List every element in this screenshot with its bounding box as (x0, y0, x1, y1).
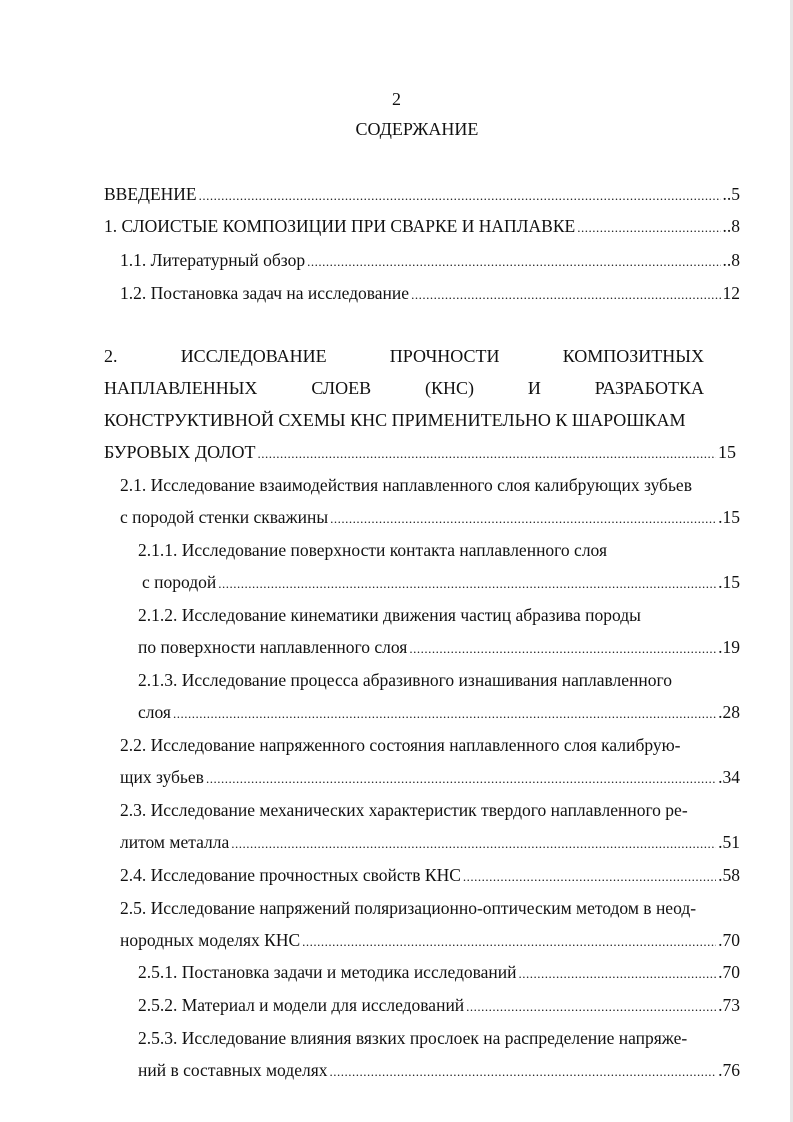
toc-entry-chapter-2-line-1[interactable] (104, 345, 704, 367)
toc-entry-2-1-2-line-1[interactable]: 2.1.2. Исследование кинематики движения частиц абразива породы (138, 605, 641, 625)
toc-entry-2-1-3-line-1[interactable]: 2.1.3. Исследование процесса абразивного изнашивания наплавленного (138, 670, 673, 690)
word: 2. (104, 346, 118, 366)
toc-entry-title: с породой стенки скважины (120, 507, 329, 527)
page-number: 2 (392, 89, 401, 109)
toc-leader (411, 284, 720, 306)
toc-page-number: .70 (718, 930, 740, 950)
toc-entry-2-5-line-1[interactable]: 2.5. Исследование напряжений поляризационно-оптическим методом в неод- (120, 898, 697, 918)
toc-page-number: .70 (718, 962, 740, 982)
word: НАПЛАВЛЕННЫХ (104, 378, 258, 398)
toc-page-number: .73 (718, 995, 740, 1015)
word: СЛОЕВ (311, 378, 372, 398)
toc-entry-title: нородных моделях КНС (120, 930, 301, 950)
toc-page-number: .76 (718, 1060, 740, 1080)
toc-page-number: .15 (718, 572, 740, 592)
word: И (527, 378, 541, 398)
toc-leader (409, 638, 716, 660)
toc-leader (463, 866, 716, 888)
toc-entry-2-1-line-1[interactable]: 2.1. Исследование взаимодействия наплавленного слоя калибрующих зубьев (120, 475, 692, 495)
toc-entry-title: щих зубьев (120, 767, 204, 787)
toc-leader (173, 703, 716, 725)
toc-entry-chapter-2-line-3[interactable]: КОНСТРУКТИВНОЙ СХЕМЫ КНС ПРИМЕНИТЕЛЬНО К ШАРОШКАМ (104, 410, 686, 430)
toc-page-number: ..8 (722, 216, 740, 236)
page-title: СОДЕРЖАНИЕ (355, 119, 479, 139)
toc-entry-title: слоя (138, 702, 171, 722)
toc-entry-title: 1. СЛОИСТЫЕ КОМПОЗИЦИИ ПРИ СВАРКЕ И НАПЛАВКЕ (104, 216, 576, 236)
toc-leader (302, 931, 716, 953)
toc-entry-2-1-1-line-2[interactable] (142, 571, 740, 595)
toc-leader (466, 996, 716, 1018)
toc-entry-2-2-line-1[interactable]: 2.2. Исследование напряженного состояния наплавленного слоя калибрую- (120, 735, 681, 755)
toc-entry-title: БУРОВЫХ ДОЛОТ (104, 442, 256, 462)
toc-entry-2-1-line-2[interactable] (120, 506, 740, 530)
toc-entry-2-5-line-2[interactable] (120, 929, 740, 953)
toc-leader (257, 443, 716, 465)
toc-page-number: 12 (722, 283, 740, 303)
toc-entry-intro[interactable] (104, 183, 740, 207)
toc-entry-title: 2.4. Исследование прочностных свойств КНС (120, 865, 461, 885)
toc-leader (577, 217, 720, 239)
toc-leader (330, 508, 716, 530)
toc-entry-2-4[interactable] (120, 864, 740, 888)
toc-entry-2-3-line-1[interactable]: 2.3. Исследование механических характеристик твердого наплавленного ре- (120, 800, 688, 820)
toc-leader (519, 963, 717, 985)
word: (КНС) (424, 378, 474, 398)
toc-entry-2-5-3-line-2[interactable] (138, 1059, 740, 1083)
toc-leader (218, 573, 716, 595)
toc-entry-title: ний в составных моделях (138, 1060, 328, 1080)
word: КОМПОЗИТНЫХ (562, 346, 704, 366)
toc-leader (231, 833, 716, 855)
toc-entry-2-1-1-line-1[interactable]: 2.1.1. Исследование поверхности контакта наплавленного слоя (138, 540, 608, 560)
toc-leader (206, 768, 716, 790)
toc-page-number: 15 (718, 442, 736, 462)
toc-entry-title: 2.5.2. Материал и модели для исследований (138, 995, 465, 1015)
toc-leader (199, 185, 721, 207)
word: ПРОЧНОСТИ (389, 346, 500, 366)
toc-entry-chapter-1[interactable] (104, 215, 740, 239)
toc-leader (307, 251, 720, 273)
toc-entry-2-3-line-2[interactable] (120, 831, 740, 855)
toc-page-number: .15 (718, 507, 740, 527)
toc-entry-2-1-2-line-2[interactable] (138, 636, 740, 660)
toc-entry-title: 1.1. Литературный обзор (120, 250, 306, 270)
toc-entry-2-5-3-line-1[interactable]: 2.5.3. Исследование влияния вязких прослоек на распределение напряже- (138, 1028, 688, 1048)
toc-entry-2-5-1[interactable] (138, 961, 740, 985)
toc-page-number: .51 (718, 832, 740, 852)
toc-entry-title: с породой (142, 572, 217, 592)
toc-entry-1-1[interactable] (120, 249, 740, 273)
toc-page-number: .58 (718, 865, 740, 885)
toc-page-number: .34 (718, 767, 740, 787)
toc-page-number: ..5 (722, 184, 740, 204)
toc-entry-title: ВВЕДЕНИЕ (104, 184, 197, 204)
toc-entry-chapter-2-line-2[interactable] (104, 377, 704, 399)
toc-leader (330, 1061, 717, 1083)
word: РАЗРАБОТКА (594, 378, 704, 398)
toc-entry-title: по поверхности наплавленного слоя (138, 637, 408, 657)
toc-entry-title: литом металла (120, 832, 230, 852)
toc-entry-chapter-2-line-4[interactable] (104, 441, 736, 465)
word: ИССЛЕДОВАНИЕ (180, 346, 327, 366)
toc-entry-2-2-line-2[interactable] (120, 766, 740, 790)
toc-page-number: ..8 (722, 250, 740, 270)
toc-entry-title: 2.5.1. Постановка задачи и методика исследований (138, 962, 517, 982)
toc-page-number: .28 (718, 702, 740, 722)
toc-entry-1-2[interactable] (120, 282, 740, 306)
toc-entry-title: 1.2. Постановка задач на исследование (120, 283, 410, 303)
toc-entry-2-1-3-line-2[interactable] (138, 701, 740, 725)
toc-entry-2-5-2[interactable] (138, 994, 740, 1018)
toc-page-number: .19 (718, 637, 740, 657)
